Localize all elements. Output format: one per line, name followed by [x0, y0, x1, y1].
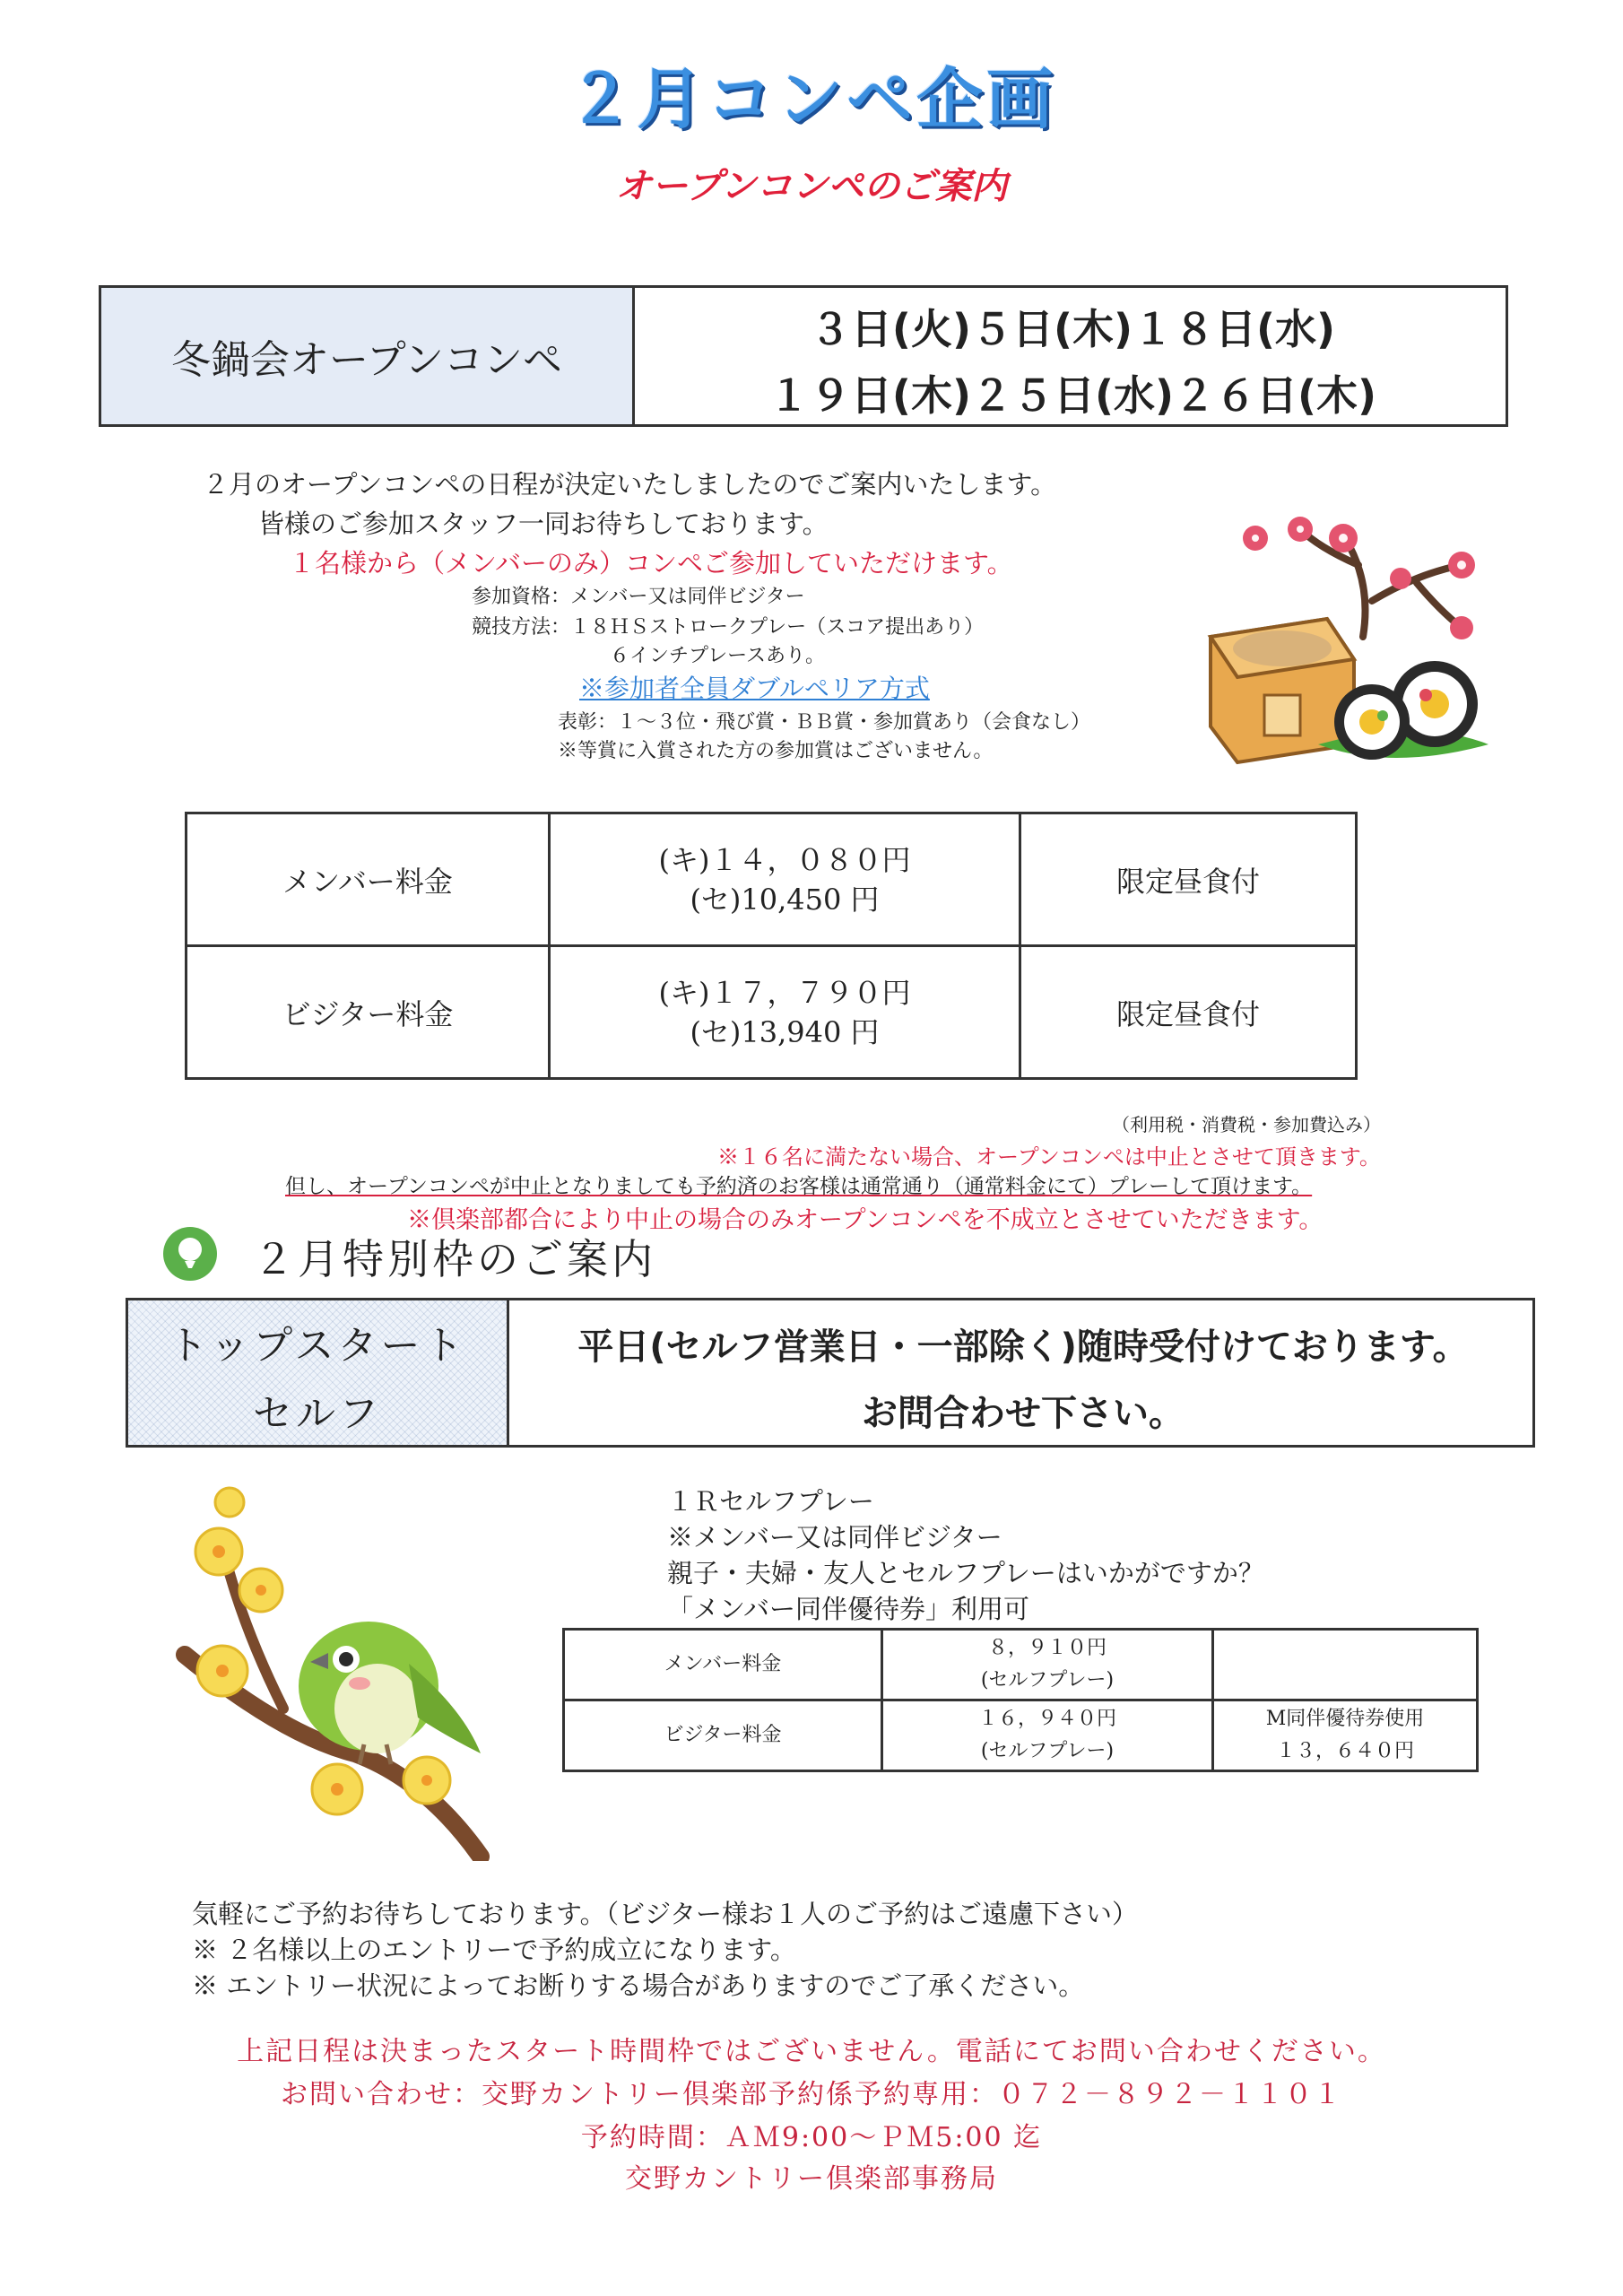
self-desc3: 親子・夫婦・友人とセルフプレーはいかがですか？ — [667, 1558, 1264, 1588]
table-row — [187, 946, 1357, 1079]
special-box — [126, 1298, 1535, 1448]
footer-line1: 上記日程は決まったスタート時間枠ではございません。電話にてお問い合わせください。 — [237, 2036, 1386, 2067]
self-fee-price-sub: (セルフプレー) — [980, 1740, 1115, 1762]
method-text: 競技方法：１８ＨＳストロークプレー（スコア提出あり） — [472, 616, 985, 639]
golf-ball-icon — [161, 1225, 219, 1283]
fee-price — [550, 813, 1020, 946]
tax-note: （利用税・消費税・参加費込み） — [1112, 1114, 1381, 1135]
fee-price — [550, 946, 1020, 1079]
special-heading: ２月特別枠のご案内 — [253, 1235, 656, 1283]
fee-price-line1: (キ)１７，７９０円 — [658, 975, 911, 1010]
cancel-note2: 但し、オープンコンペが中止となりましても予約済のお客様は通常通り（通常料金にて）プレーして頂けます。 — [285, 1175, 1313, 1198]
self-fee-label: メンバー料金 — [564, 1630, 882, 1700]
self-desc4: 「メンバー同伴優待券」利用可 — [667, 1594, 1029, 1624]
method2-text: ６インチプレースあり。 — [610, 645, 826, 667]
table-row — [564, 1700, 1478, 1771]
page-subtitle: オープンコンペのご案内 — [615, 166, 1008, 207]
intro-line3: １名様から（メンバーのみ）コンペご参加していただけます。 — [289, 548, 1013, 578]
fee-label: メンバー料金 — [187, 813, 550, 946]
self-fee-price — [882, 1630, 1213, 1700]
special-label-line1: トップスタート — [168, 1323, 467, 1369]
special-message2: お問合わせ下さい。 — [862, 1393, 1185, 1434]
fee-price-line2: (セ)10,450 円 — [690, 882, 880, 917]
event-dates-line2: １９日(木)２５日(水)２６日(木) — [768, 371, 1377, 420]
self-fee-extra1: M同伴優待券使用 — [1265, 1708, 1425, 1730]
note-1: 気軽にご予約お待ちしております。（ビジター様お１人のご予約はご遠慮下さい） — [192, 1899, 1139, 1929]
club-note: ※倶楽部都合により中止の場合のみオープンコンペを不成立とさせていただきます。 — [407, 1206, 1324, 1234]
self-desc1: １Ｒセルフプレー — [667, 1486, 874, 1517]
note-2: ※ ２名様以上のエントリーで予約成立になります。 — [192, 1935, 796, 1965]
footer-hours: 予約時間：ＡＭ9:00～ＰＭ5:00 迄 — [580, 2122, 1043, 2153]
awards-note: ※等賞に入賞された方の参加賞はございません。 — [558, 740, 994, 762]
cancel-note: ※１６名に満たない場合、オープンコンペは中止とさせて頂きます。 — [717, 1144, 1381, 1170]
fee-price-line2: (セ)13,940 円 — [690, 1014, 880, 1049]
self-fee-price — [882, 1700, 1213, 1771]
bush-warbler-illustration — [176, 1484, 499, 1861]
fee-note: 限定昼食付 — [1020, 813, 1357, 946]
event-dates-line1: ３日(火)５日(木)１８日(水) — [809, 305, 1336, 353]
page-title: ２月コンペ企画 — [567, 61, 1056, 138]
footer-contact: お問い合わせ：交野カントリー倶楽部予約係予約専用：０７２－８９２－１１０１ — [281, 2079, 1342, 2110]
self-fee-extra — [1213, 1630, 1478, 1700]
special-message1: 平日(セルフ営業日・一部除く)随時受付けております。 — [577, 1326, 1469, 1368]
note-3: ※ エントリー状況によってお断りする場合がありますのでご了承ください。 — [192, 1970, 1085, 2001]
peoria-text: ※参加者全員ダブルペリア方式 — [579, 674, 930, 703]
table-row — [187, 813, 1357, 946]
special-label — [128, 1300, 509, 1445]
self-fee-table — [562, 1628, 1479, 1772]
event-box — [99, 285, 1508, 427]
special-label-line2: セルフ — [253, 1391, 382, 1437]
fee-table — [185, 812, 1358, 1080]
table-row — [564, 1630, 1478, 1700]
intro-line1: ２月のオープンコンペの日程が決定いたしましたのでご案内いたします。 — [203, 469, 1057, 500]
self-fee-price-sub: (セルフプレー) — [980, 1669, 1115, 1692]
fee-note: 限定昼食付 — [1020, 946, 1357, 1079]
self-fee-price-value: １６，９４０円 — [977, 1708, 1116, 1730]
fee-label: ビジター料金 — [187, 946, 550, 1079]
event-name: 冬鍋会オープンコンペ — [101, 288, 635, 424]
self-fee-extra — [1213, 1700, 1478, 1771]
footer-office: 交野カントリー倶楽部事務局 — [625, 2163, 998, 2195]
intro-line2: 皆様のご参加スタッフ一同お待ちしております。 — [258, 509, 829, 539]
qualification-text: 参加資格：メンバー又は同伴ビジター — [472, 586, 805, 608]
self-fee-price-value: ８，９１０円 — [987, 1637, 1107, 1659]
self-fee-label: ビジター料金 — [564, 1700, 882, 1771]
plum-sushi-illustration — [1193, 502, 1524, 771]
self-desc2: ※メンバー又は同伴ビジター — [667, 1522, 1002, 1552]
awards-text: 表彰：１～３位・飛び賞・ＢＢ賞・参加賞あり（会食なし） — [558, 711, 1091, 734]
self-fee-extra2: １３，６４０円 — [1275, 1740, 1414, 1762]
fee-price-line1: (キ)１４，０８０円 — [658, 842, 911, 877]
